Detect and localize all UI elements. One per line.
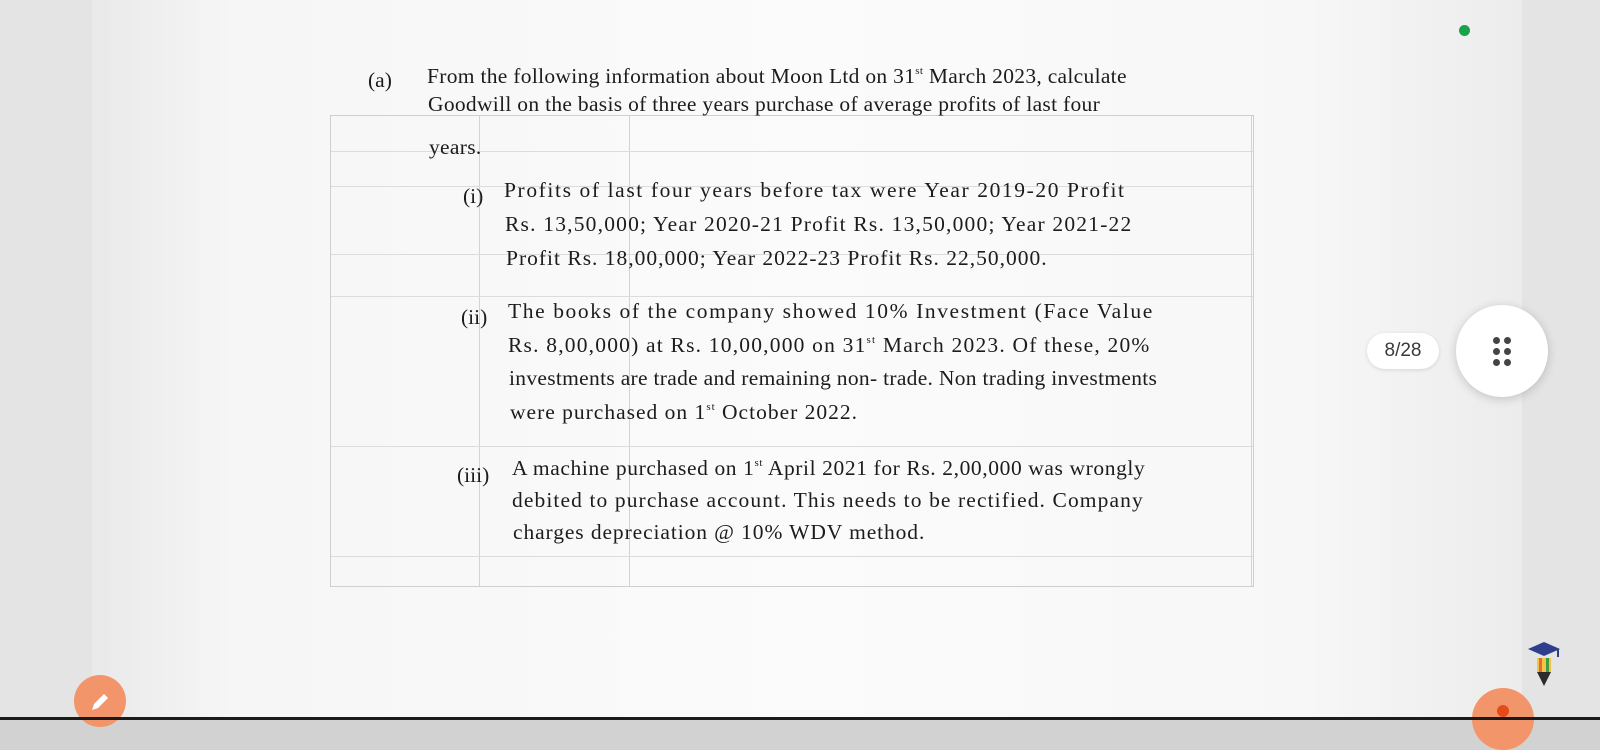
question-label: (a) xyxy=(368,68,392,92)
record-icon xyxy=(1497,705,1509,717)
grid-dots-icon xyxy=(1493,337,1511,366)
intro-line-2: Goodwill on the basis of three years purchase of average profits of last four xyxy=(428,92,1101,116)
item-ii-line-1: The books of the company showed 10% Investment (Face Value xyxy=(508,299,1154,323)
item-ii-line-3: investments are trade and remaining non- trade. Non trading investments xyxy=(509,366,1158,390)
item-ii-line-4: were purchased on 1st October 2022. xyxy=(510,400,859,424)
item-iii-line-2: debited to purchase account. This needs to be rectified. Company xyxy=(512,488,1144,512)
item-i-label: (i) xyxy=(463,184,484,208)
item-i-line-1: Profits of last four years before tax were Year 2019-20 Profit xyxy=(504,178,1126,202)
item-i-line-2: Rs. 13,50,000; Year 2020-21 Profit Rs. 13,50,000; Year 2021-22 xyxy=(505,212,1133,236)
menu-button[interactable] xyxy=(1456,305,1548,397)
intro-line-1: From the following information about Moon Ltd on 31st March 2023, calculate xyxy=(427,64,1127,88)
graduation-cap-pencil-logo xyxy=(1526,640,1562,690)
status-dot xyxy=(1459,25,1470,36)
item-iii-line-3: charges depreciation @ 10% WDV method. xyxy=(513,520,926,544)
item-i-line-3: Profit Rs. 18,00,000; Year 2022-23 Profit Rs. 22,50,000. xyxy=(506,246,1048,270)
item-iii-line-1: A machine purchased on 1st April 2021 for Rs. 2,00,000 was wrongly xyxy=(512,456,1146,480)
page-indicator: 8/28 xyxy=(1367,333,1439,369)
intro-line-3: years. xyxy=(429,135,482,159)
item-ii-label: (ii) xyxy=(461,305,488,329)
item-iii-label: (iii) xyxy=(457,463,490,487)
item-ii-line-2: Rs. 8,00,000) at Rs. 10,00,000 on 31st March 2023. Of these, 20% xyxy=(508,333,1151,357)
pencil-icon xyxy=(87,689,113,715)
